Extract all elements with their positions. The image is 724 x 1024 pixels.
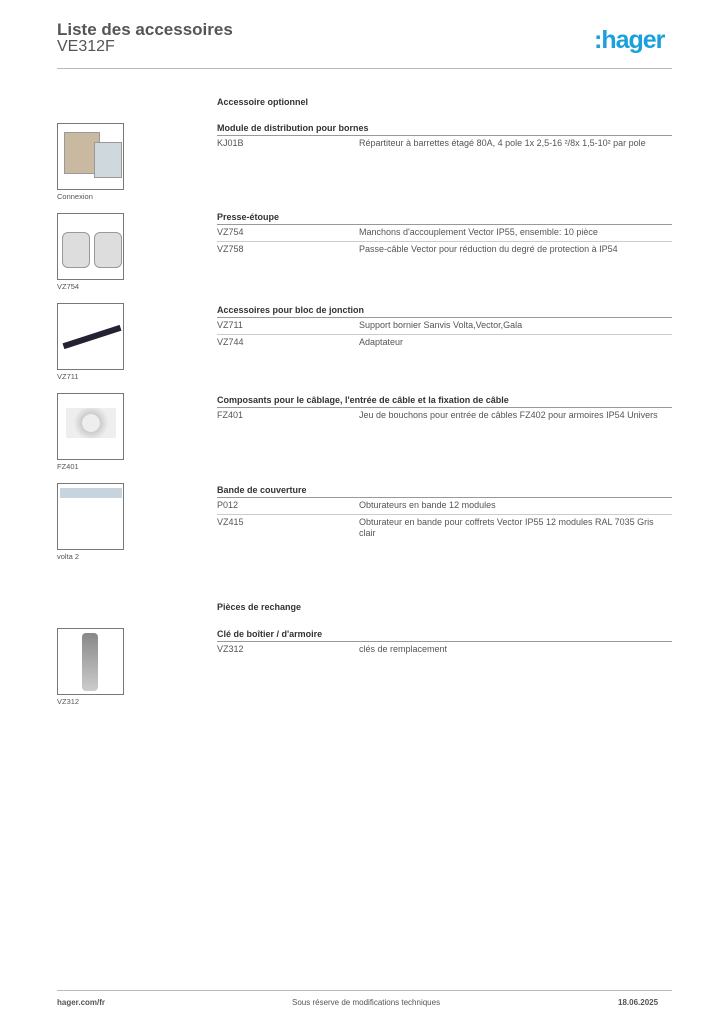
article-description: clés de remplacement [359,644,448,654]
product-image [57,628,124,695]
product-image [57,123,124,190]
page-title: Liste des accessoires [57,20,233,39]
product-image [57,483,124,550]
hager-logo: :hager [594,26,665,54]
accessory-group [217,305,672,351]
article-description: Support bornier Sanvis Volta,Vector,Gala [359,320,523,330]
article-description: Manchons d'accouplement Vector IP55, ensemble: 10 pièce [359,227,598,237]
article-code: P012 [217,500,239,510]
image-caption: volta 2 [57,552,80,561]
image-caption: VZ312 [57,697,80,706]
group-heading: Bande de couverture [217,485,672,498]
table-row [217,642,672,658]
table-row [217,136,672,152]
article-description: Répartiteur à barrettes étagé 80A, 4 pole 1x 2,5-16 ²/8x 1,5-10² par pole [359,138,646,148]
group-heading: Presse-étoupe [217,212,672,225]
accessory-group [217,123,672,152]
article-code: KJ01B [217,138,244,148]
group-heading: Module de distribution pour bornes [217,123,672,136]
product-image [57,303,124,370]
image-caption: VZ754 [57,282,80,291]
footer-note: Sous réserve de modifications techniques [292,998,441,1007]
accessory-group [217,395,672,424]
footer-site-link[interactable]: hager.com/fr [57,998,106,1007]
article-description: Adaptateur [359,337,404,347]
header-divider [57,68,672,69]
article-code: VZ758 [217,244,244,254]
article-description: Obturateurs en bande 12 modules [359,500,496,510]
article-code: VZ754 [217,227,244,237]
product-image [57,393,124,460]
article-code: VZ744 [217,337,244,347]
group-heading: Composants pour le câblage, l'entrée de câble et la fixation de câble [217,395,672,408]
footer-date: 18.06.2025 [618,998,659,1007]
footer-divider [57,990,672,991]
table-row [217,498,672,515]
table-row [217,318,672,335]
accessory-group [217,485,672,542]
section-title: Accessoire optionnel [217,97,309,107]
article-code: VZ711 [217,320,243,330]
table-row [217,242,672,258]
group-heading: Clé de boîtier / d'armoire [217,629,672,642]
article-code: VZ312 [217,644,244,654]
article-code: FZ401 [217,410,244,420]
table-row [217,225,672,242]
product-reference: VE312F [57,38,115,55]
accessory-group [217,629,672,658]
article-description: Jeu de bouchons pour entrée de câbles FZ402 pour armoires IP54 Univers [359,410,658,420]
image-caption: FZ401 [57,462,79,471]
table-row [217,515,672,542]
table-row [217,408,672,424]
article-code: VZ415 [217,517,244,527]
table-row [217,335,672,351]
image-caption: Connexion [57,192,93,201]
section-title: Pièces de rechange [217,602,302,612]
image-caption: VZ711 [57,372,79,381]
group-heading: Accessoires pour bloc de jonction [217,305,672,318]
article-description: Passe-câble Vector pour réduction du degré de protection à IP54 [359,244,618,254]
product-image [57,213,124,280]
accessory-group [217,212,672,258]
article-description: Obturateur en bande pour coffrets Vector IP55 12 modules RAL 7035 Gris clair [359,517,654,538]
